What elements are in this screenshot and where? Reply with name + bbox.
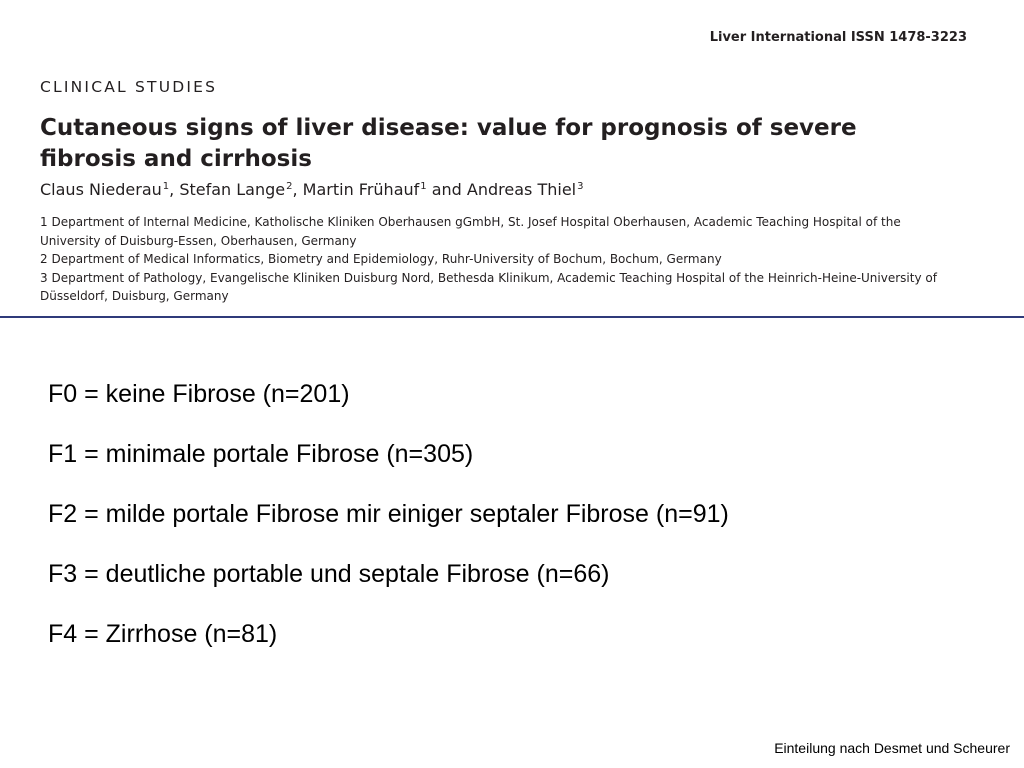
author-affiliation-number: 3 xyxy=(577,181,584,192)
author-list xyxy=(40,180,583,199)
fibrosis-stage-f1: F1 = minimale portale Fibrose (n=305) xyxy=(48,440,474,468)
affiliation-line: University of Duisburg-Essen, Oberhausen, Germany xyxy=(40,233,357,248)
section-label: CLINICAL STUDIES xyxy=(40,78,218,96)
author-name: Stefan Lange xyxy=(179,180,286,199)
author-name: Claus Niederau xyxy=(40,180,162,199)
author-affiliation-number: 2 xyxy=(286,181,293,192)
affiliation-line: 3 Department of Pathology, Evangelische Kliniken Duisburg Nord, Bethesda Klinikum, Academic Teaching Hospital of the Heinrich-Heine-University of xyxy=(40,270,937,285)
affiliation-list xyxy=(40,213,1000,306)
fibrosis-stage-f0: F0 = keine Fibrose (n=201) xyxy=(48,380,350,408)
author-separator: and xyxy=(426,180,467,199)
author-name: Andreas Thiel xyxy=(466,180,577,199)
author-name: Martin Frühauf xyxy=(302,180,420,199)
affiliation-line: Düsseldorf, Duisburg, Germany xyxy=(40,289,229,303)
author-affiliation-number: 1 xyxy=(162,181,170,192)
author-separator: , xyxy=(169,180,180,199)
fibrosis-stage-list xyxy=(48,376,729,676)
author-affiliation-number: 1 xyxy=(420,181,427,192)
journal-issn: Liver International ISSN 1478-3223 xyxy=(709,30,967,45)
affiliation-line: 1 Department of Internal Medicine, Katholische Kliniken Oberhausen gGmbH, St. Josef Hospital Oberhausen, Academic Teaching Hospital of the xyxy=(40,215,901,229)
author-separator: , xyxy=(292,180,303,199)
classification-source-note: Einteilung nach Desmet und Scheurer xyxy=(774,740,1010,756)
fibrosis-stage-f2: F2 = milde portale Fibrose mir einiger septaler Fibrose (n=91) xyxy=(48,500,729,528)
fibrosis-stage-f3: F3 = deutliche portable und septale Fibrose (n=66) xyxy=(48,560,610,588)
article-title: Cutaneous signs of liver disease: value for prognosis of severe fibrosis and cirrhosis xyxy=(40,115,857,172)
fibrosis-stage-f4: F4 = Zirrhose (n=81) xyxy=(48,620,278,648)
affiliation-line: 2 Department of Medical Informatics, Biometry and Epidemiology, Ruhr-University of Bochum, Bochum, Germany xyxy=(40,252,722,266)
header-divider xyxy=(0,316,1024,318)
